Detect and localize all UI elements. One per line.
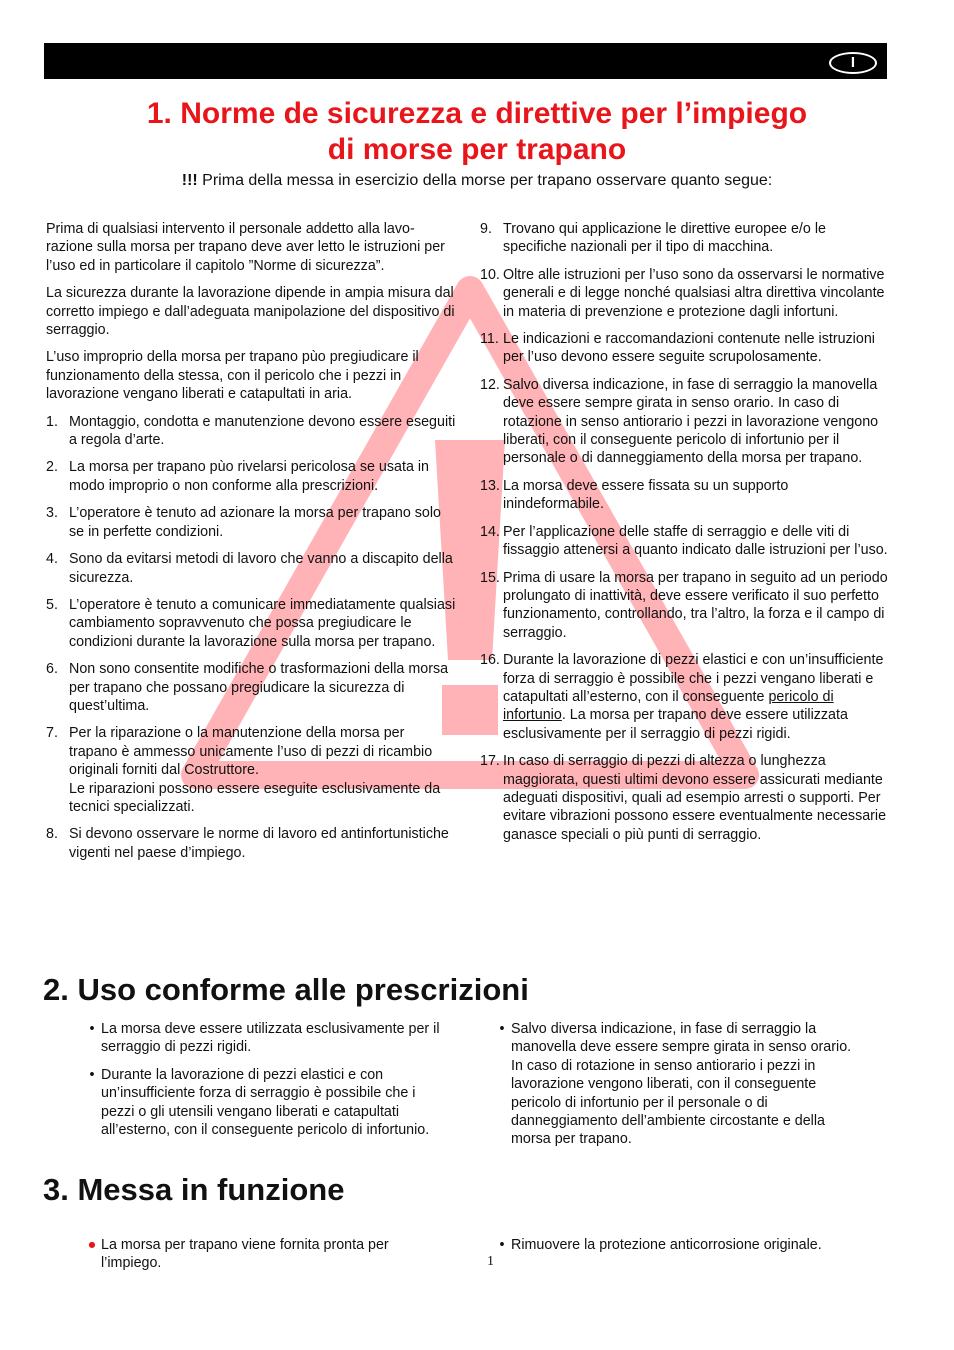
rule-item: 14. Per l’applicazione delle staffe di serraggio e delle viti di fissaggio attenersi a quanto indicato dalle istruzioni per l’uso. [480,523,888,559]
hazard-link-text: pericolo di infortunio [503,688,834,724]
subtitle-prefix: !!! [181,172,198,189]
red-bullet-icon: ● [87,1237,97,1253]
list-item: • La morsa deve essere utilizzata esclusivamente per il serraggio di pezzi rigidi. [83,1020,448,1057]
rule-item: 13. La morsa deve essere fissata su un supporto inindeformabile. [480,477,789,513]
page-title [44,96,910,168]
rule-item: 15. Prima di usare la morsa per trapano in seguito ad un periodo prolungato di inattività, deve essere verificato il suo perfetto funzionamento, controllando, tra l’altro, la forza e il campo di serraggio. [480,569,888,641]
rule-item: 1. Montaggio, condotta e manutenzione devono essere eseguiti a regola d’arte. [46,413,456,449]
left-column [46,220,456,871]
language-badge: I [829,52,877,74]
intro-paragraph: Prima di qualsiasi intervento il personale addetto alla lavorazione sulla morsa per trapano deve aver letto le istruzioni per l’uso ed in particolare il capitolo ”Norme di sicurezza”. [46,221,445,274]
section2-right [493,1020,861,1158]
header-bar [44,43,887,79]
section-heading-2: 2. Uso conforme alle prescrizioni [43,972,529,1007]
rule-item: 11. Le indicazioni e raccomandazioni contenute nelle istruzioni per l’uso devono essere seguite scrupolosamente. [480,331,875,366]
intro-paragraph: La sicurezza durante la lavorazione dipende in ampia misura dal corretto impiego e dall’adeguata manipolazione del dispositivo di serraggio. [46,285,455,339]
subtitle-text: Prima della messa in esercizio della morse per trapano osservare quanto segue: [197,172,773,189]
rule-item: 16. Durante la lavorazione di pezzi elastici e con un’insufficiente forza di serraggio è possibile che i pezzi vengano liberati e catapultati all’esterno, con il conseguente pericolo di infortunio. La morsa per trapano deve essere utilizzata esclusivamente per il serraggio di pezzi rigidi. [480,652,884,742]
rule-item: 17. In caso di serraggio di pezzi di altezza o lunghezza maggiorata, questi ultimi devono essere assicurati mediante adeguati dispositivi, quali ad esempio arresti o supporti. Per evitare vibrazioni possono essere eventualmente necessarie ganasce speciali o più punti di serraggio. [480,753,887,843]
section-heading-3: 3. Messa in funzione [43,1172,345,1207]
rule-item: 9. Trovano qui applicazione le direttive europee e/o le specifiche nazionali per il tipo di macchina. [480,221,826,256]
title-line-1: 1. Norme de sicurezza e direttive per l’impiego [146,97,808,130]
list-item: • Salvo diversa indicazione, in fase di serraggio la manovella deve essere sempre girata in senso orario. In caso di rotazione in senso antiorario i pezzi in lavorazione vengono liberati, con il conseguente pericolo di infortunio per il personale o di danneggiamento dell’ambiente circostante e della morsa per trapano. [493,1020,861,1149]
list-item: • Rimuovere la protezione anticorrosione originale. [493,1236,873,1254]
intro-paragraph: L’uso improprio della morsa per trapano pùo pregiudicare il funzionamento della stessa, con il pericolo che i pezzi in lavorazione vengano liberati e catapultati in aria. [46,349,419,403]
bullet-icon: • [499,1021,505,1037]
rule-item: 12. Salvo diversa indicazione, in fase di serraggio la manovella deve essere sempre girata in senso orario. In caso di rotazione in senso antiorario i pezzi in lavorazione vengono liberati, con il conseguente pericolo di infortunio per il personale o di danneggiamento della morsa per trapano. [480,376,879,467]
title-line-2: di morse per trapano [327,133,627,166]
bullet-icon: • [89,1021,95,1037]
rule-item: 10. Oltre alle istruzioni per l’uso sono da osservarsi le normative generali e di legge nonché qualsiasi altra direttiva vincolante in materia di prevenzione e protezione dagli infortuni. [480,266,885,320]
rule-item: 5. L’operatore è tenuto a comunicare immediatamente qualsiasi cambiamento sopravvenuto che possa pregiudicare le condizioni durante la lavorazione sulla morsa per trapano. [46,596,456,650]
section3-right [493,1236,873,1263]
right-column [480,220,888,853]
subtitle [44,172,910,190]
rule-item: 4. Sono da evitarsi metodi di lavoro che vanno a discapito della sicurezza. [46,551,453,586]
rule-item: 6. Non sono consentite modifiche o trasformazioni della morsa per trapano che possano pregiudicare la sicurezza di quest’ultima. [46,661,449,714]
list-item: • Durante la lavorazione di pezzi elastici e con un’insufficiente forza di serraggio è possibile che i pezzi o gli utensili vengano liberati e catapultati all’esterno, con il conseguente pericolo di infortunio. [83,1066,448,1140]
rule-item: 2. La morsa per trapano pùo rivelarsi pericolosa se usata in modo improprio o non conforme alla prescrizioni. [46,459,429,494]
rule-item: 8. Si devono osservare le norme di lavoro ed antinfortunistiche vigenti nel paese d’impiego. [46,826,449,861]
rule-item: 7. Per la riparazione o la manutenzione della morsa per trapano è ammesso unicamente l’uso di pezzi di ricambio originali forniti dal Costruttore. Le riparazioni possono essere eseguite esclusivamente da tecnici specializzati. [46,725,441,815]
section2-left [83,1020,448,1148]
rule-item: 3. L’operatore è tenuto ad azionare la morsa per trapano solo se in perfette condizioni. [46,505,441,540]
bullet-icon: • [89,1066,95,1083]
page-number: 1 [487,1254,494,1269]
section3-left [83,1236,448,1282]
list-item: ● La morsa per trapano viene fornita pronta per l’impiego. [83,1236,448,1273]
bullet-icon: • [499,1237,505,1253]
